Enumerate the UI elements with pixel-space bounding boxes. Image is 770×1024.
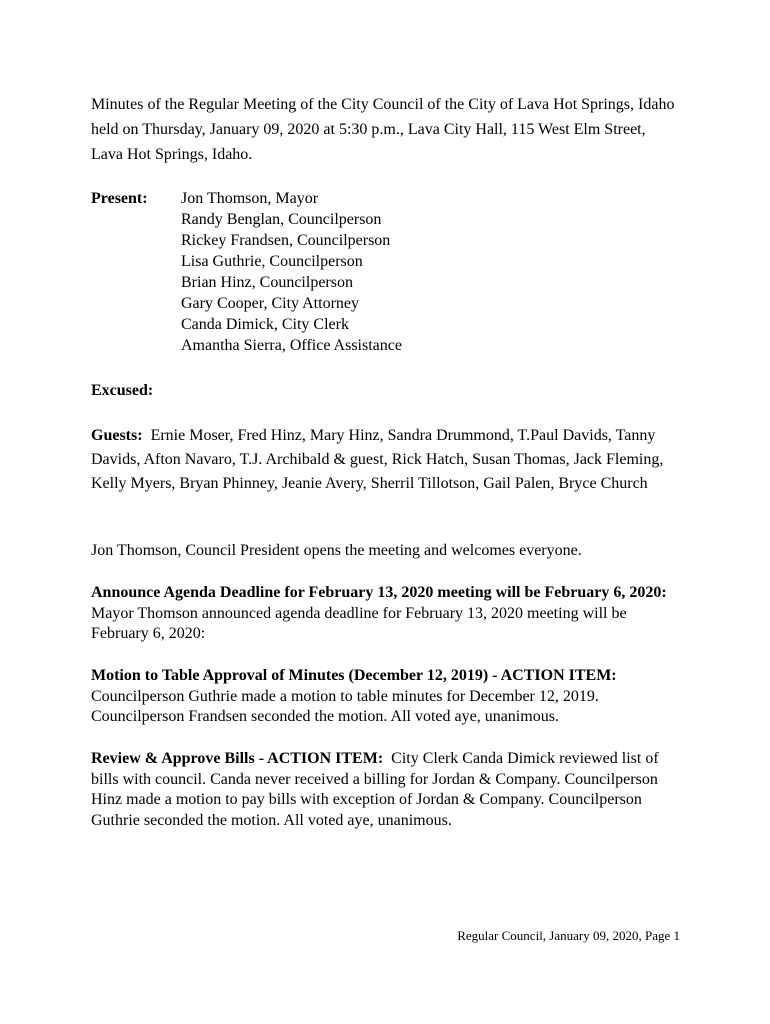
opening-statement: Jon Thomson, Council President opens the meeting and welcomes everyone. (91, 542, 582, 559)
present-member: Gary Cooper, City Attorney (181, 295, 359, 312)
agenda-deadline-heading: Announce Agenda Deadline for February 13, 2020 meeting will be February 6, 2020: (91, 584, 667, 601)
present-member: Brian Hinz, Councilperson (181, 274, 353, 291)
present-member: Amantha Sierra, Office Assistance (181, 337, 402, 354)
table-minutes-item (91, 666, 681, 728)
present-label: Present: (91, 190, 148, 207)
approve-bills-body: City Clerk Canda Dimick reviewed list of bills with council. Canda never received a billing for Jordan & Company. Councilperson Hinz made a motion to pay bills with exception of Jordan & Company. Councilperson Guthrie seconded the motion. All voted aye, unanimous. (91, 750, 659, 829)
excused-label: Excused: (91, 382, 154, 399)
present-list (181, 188, 402, 356)
present-member: Jon Thomson, Mayor (181, 190, 319, 207)
present-member: Canda Dimick, City Clerk (181, 316, 349, 333)
guests-paragraph (91, 424, 681, 496)
table-minutes-body: Councilperson Guthrie made a motion to table minutes for December 12, 2019. Councilperson Frandsen seconded the motion. All voted aye, unanimous. (91, 687, 599, 725)
agenda-deadline-body: Mayor Thomson announced agenda deadline for February 13, 2020 meeting will be February 6, 2020: (91, 604, 627, 642)
guests-label: Guests: (91, 427, 143, 444)
present-member: Randy Benglan, Councilperson (181, 211, 382, 228)
agenda-deadline-item (91, 583, 681, 645)
page-footer: Regular Council, January 09, 2020, Page 1 (457, 928, 680, 943)
guests-list: Ernie Moser, Fred Hinz, Mary Hinz, Sandra Drummond, T.Paul Davids, Tanny Davids, Afton Navaro, T.J. Archibald & guest, Rick Hatch, Susan Thomas, Jack Fleming, Kelly Myers, Bryan Phinney, Jeanie Avery, Sherril Tillotson, Gail Palen, Bryce Church (91, 427, 664, 492)
approve-bills-heading: Review & Approve Bills - ACTION ITEM: (91, 750, 384, 767)
present-member: Lisa Guthrie, Councilperson (181, 253, 363, 270)
intro-paragraph: Minutes of the Regular Meeting of the City Council of the City of Lava Hot Springs, Idaho held on Thursday, January 09, 2020 at 5:30 p.m., Lava City Hall, 115 West Elm Street, Lava Hot Springs, Idaho. (91, 96, 675, 163)
approve-bills-item (91, 749, 681, 831)
table-minutes-heading: Motion to Table Approval of Minutes (December 12, 2019) - ACTION ITEM: (91, 667, 617, 684)
present-member: Rickey Frandsen, Councilperson (181, 232, 391, 249)
